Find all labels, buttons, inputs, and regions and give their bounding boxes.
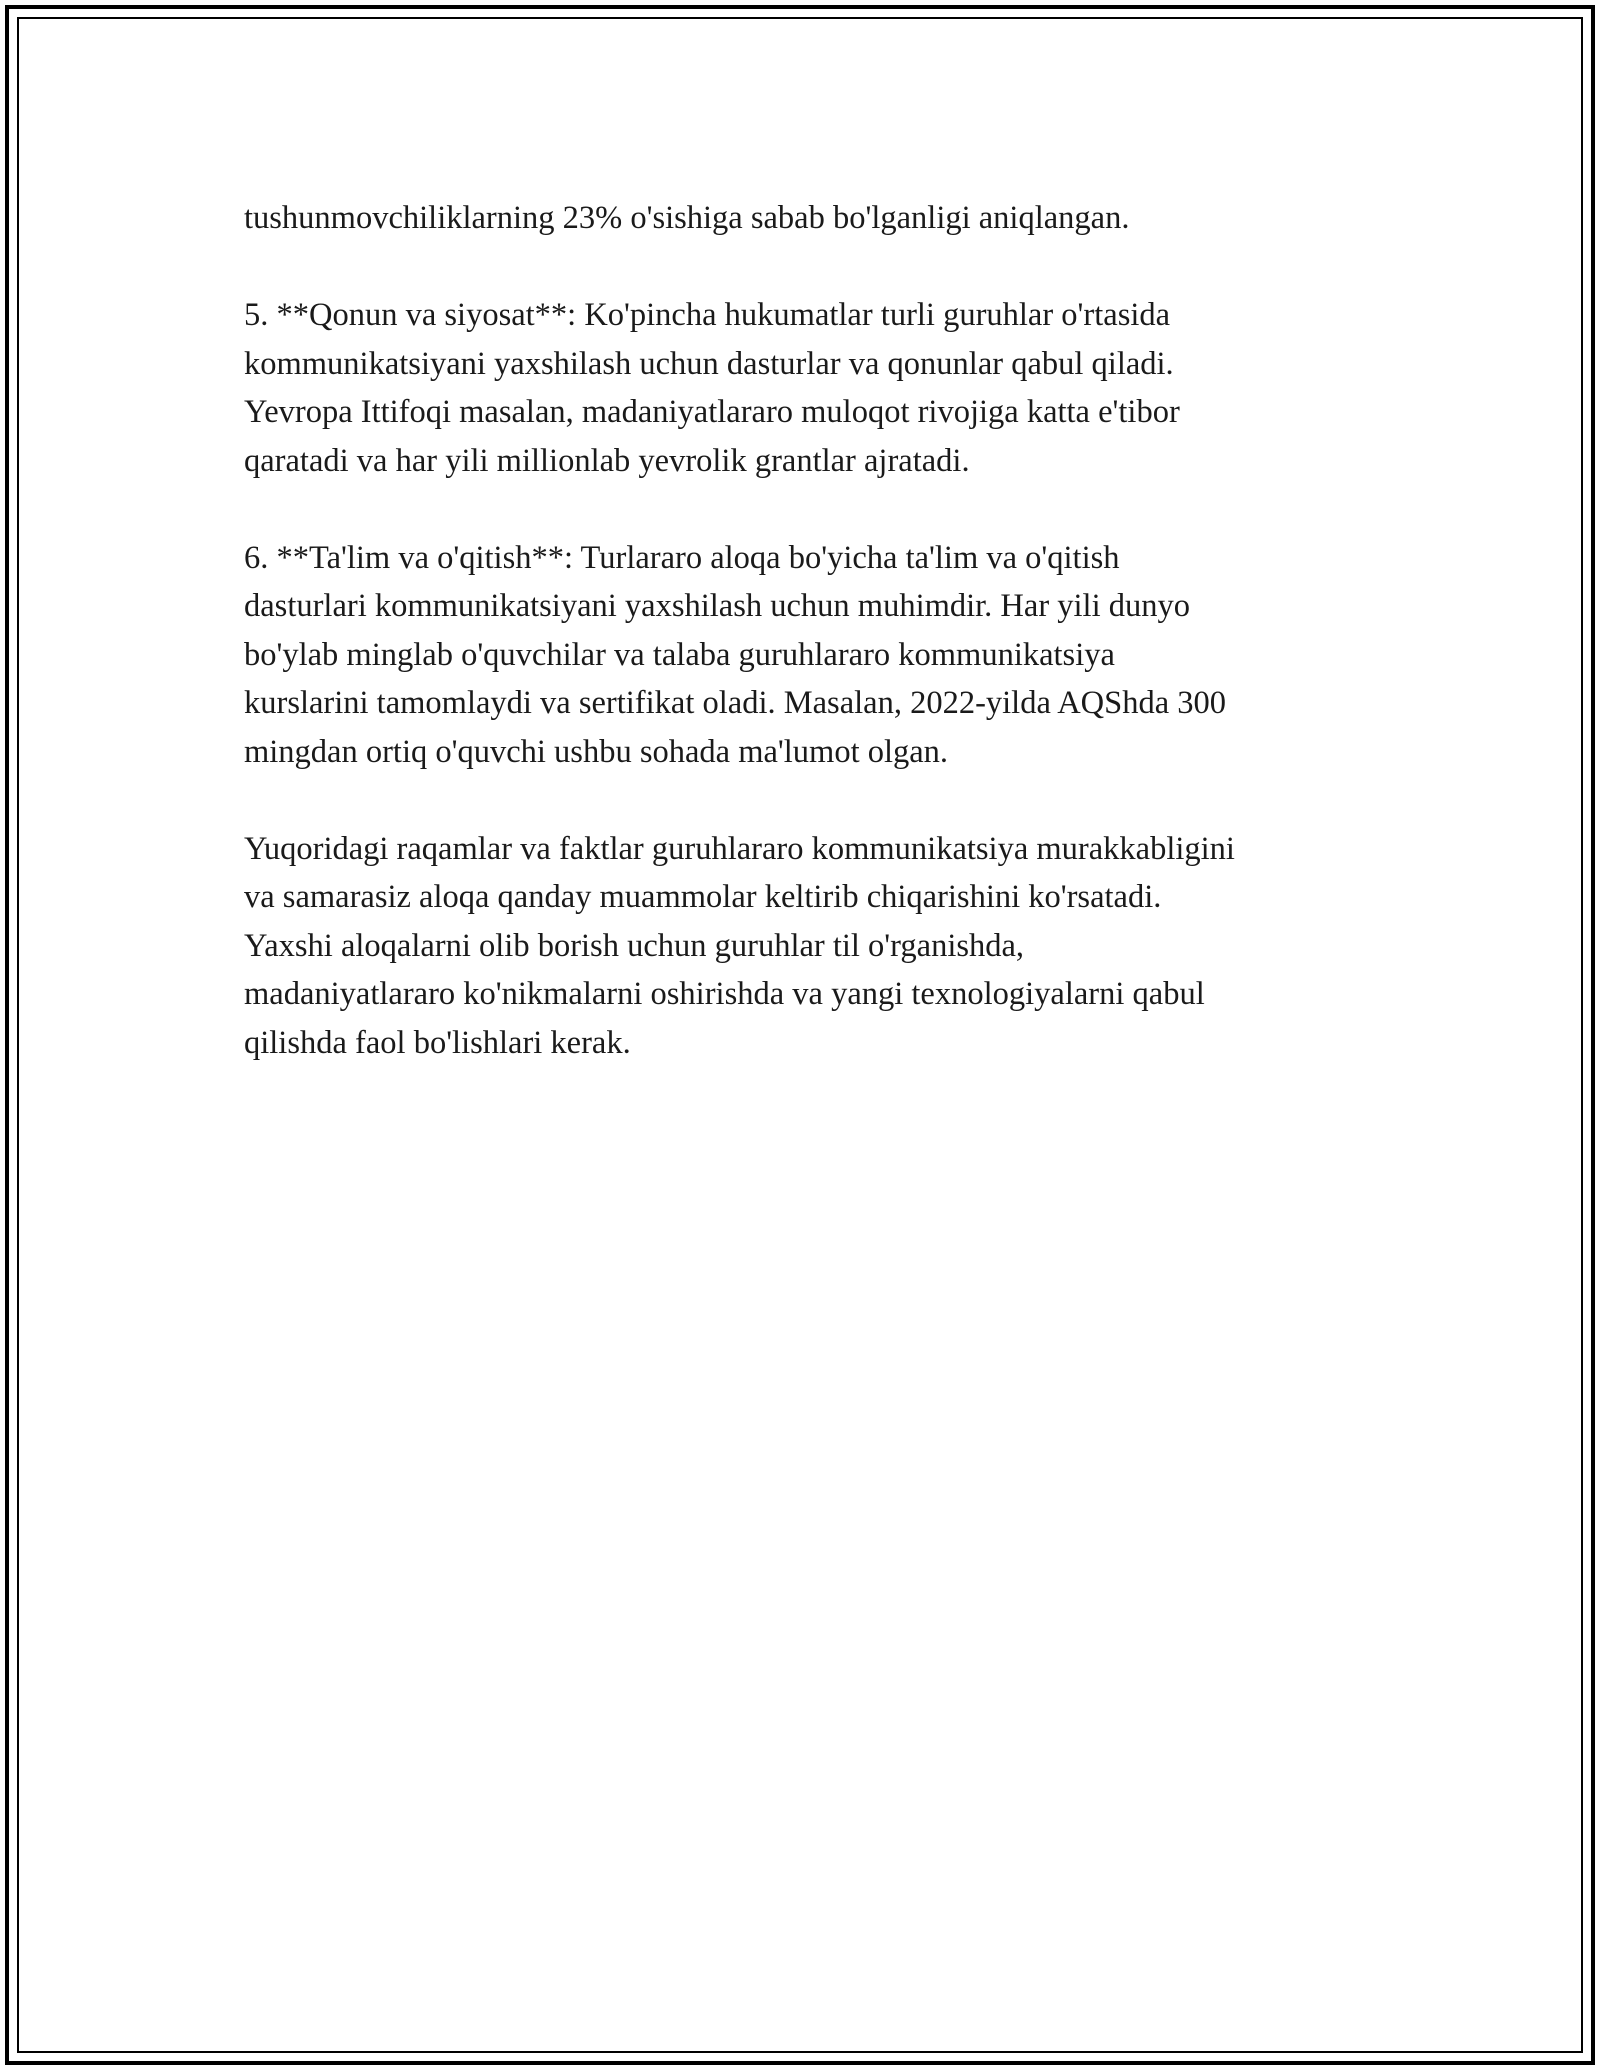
document-body [244, 194, 1394, 1116]
paragraph-education-and-training: 6. **Ta'lim va o'qitish**: Turlararo aloqa bo'yicha ta'lim va o'qitish dasturlari kommunikatsiyani yaxshilash uchun muhimdir. Har yili dunyo bo'ylab minglab o'quvchilar va talaba guruhlararo kommunikatsiya kurslarini tamomlaydi va sertifikat oladi. Masalan, 2022-yilda AQShda 300 mingdan ortiq o'quvchi ushbu sohada ma'lumot olgan. [244, 539, 1227, 770]
paragraph-law-and-policy: 5. **Qonun va siyosat**: Ko'pincha hukumatlar turli guruhlar o'rtasida kommunikatsiyani yaxshilash uchun dasturlar va qonunlar qabul qiladi. Yevropa Ittifoqi masalan, madaniyatlararo muloqot rivojiga katta e'tibor qaratadi va har yili millionlab yevrolik grantlar ajratadi. [244, 297, 1180, 479]
paragraph-continuation: tushunmovchiliklarning 23% o'sishiga sabab bo'lganligi aniqlangan. [244, 200, 1130, 236]
paragraph-conclusion: Yuqoridagi raqamlar va faktlar guruhlararo kommunikatsiya murakkabligini va samarasiz aloqa qanday muammolar keltirib chiqarishini ko'rsatadi. Yaxshi aloqalarni olib borish uchun guruhlar til o'rganishda, madaniyatlararo ko'nikmalarni oshirishda va yangi texnologiyalarni qabul qilishda faol bo'lishlari kerak. [244, 830, 1235, 1061]
page-frame [5, 5, 1595, 2065]
